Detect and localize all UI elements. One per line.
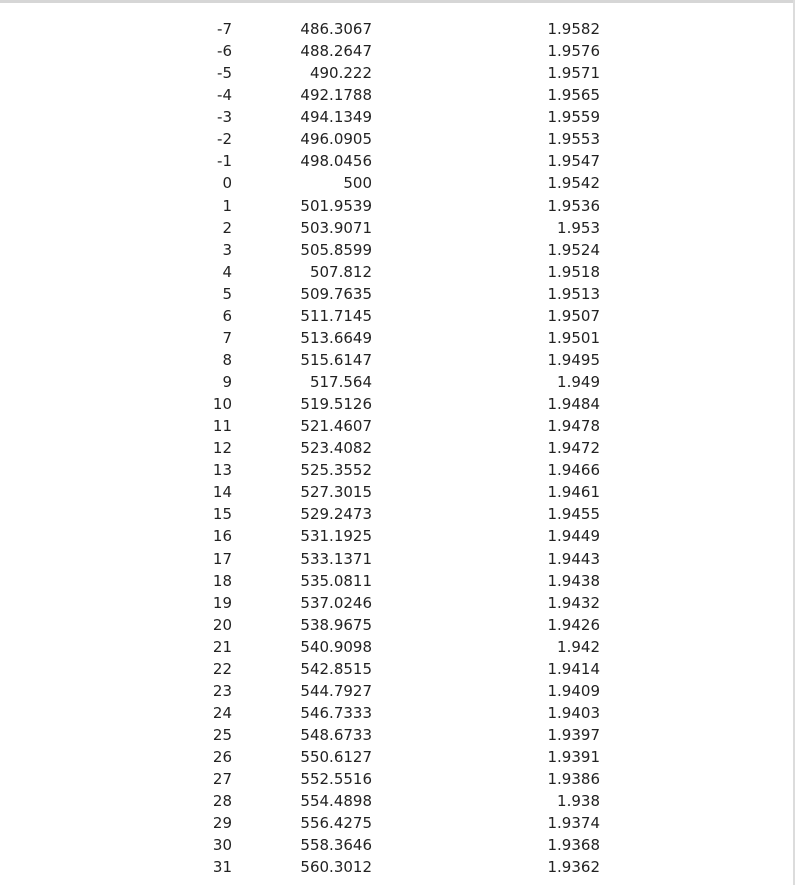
table-cell: 1.9518 bbox=[547, 262, 600, 281]
table-cell: 9 bbox=[222, 373, 232, 391]
table-cell: 509.7635 bbox=[300, 284, 372, 303]
table-cell: 10 bbox=[212, 395, 232, 414]
table-cell: 1.9513 bbox=[547, 284, 600, 303]
table-cell: 23 bbox=[212, 681, 232, 700]
table-cell: -5 bbox=[217, 64, 232, 83]
table-row bbox=[0, 636, 795, 658]
table-cell: 1.9386 bbox=[547, 770, 600, 789]
table-cell: 1.9576 bbox=[547, 42, 600, 61]
table-cell: 1.938 bbox=[557, 792, 600, 811]
table-cell: 552.5516 bbox=[300, 770, 372, 789]
table-cell: 1.9414 bbox=[547, 659, 600, 678]
table-row bbox=[0, 856, 795, 878]
table-cell: 511.7145 bbox=[300, 306, 372, 325]
table-cell: 529.2473 bbox=[300, 505, 372, 524]
table-cell: 1.9524 bbox=[547, 240, 600, 259]
table-cell: 21 bbox=[212, 637, 232, 656]
table-cell: -7 bbox=[217, 20, 232, 38]
table-cell: 3 bbox=[222, 240, 232, 259]
table-row bbox=[0, 812, 795, 834]
table-cell: 546.7333 bbox=[300, 703, 372, 722]
table-cell: 8 bbox=[222, 350, 232, 369]
table-cell: 1 bbox=[222, 196, 232, 215]
table-row bbox=[0, 790, 795, 812]
table-cell: 519.5126 bbox=[300, 395, 372, 414]
table-row bbox=[0, 84, 795, 106]
table-row bbox=[0, 283, 795, 305]
table-cell: 1.9582 bbox=[547, 20, 600, 38]
table-cell: -1 bbox=[217, 152, 232, 171]
table-cell: 26 bbox=[212, 748, 232, 767]
table-row bbox=[0, 548, 795, 570]
table-cell: 1.9455 bbox=[547, 505, 600, 524]
table-row bbox=[0, 128, 795, 150]
table-cell: 538.9675 bbox=[300, 615, 372, 634]
table-cell: 4 bbox=[222, 262, 232, 281]
table-cell: 22 bbox=[212, 659, 232, 678]
table-cell: 498.0456 bbox=[300, 152, 372, 171]
table-row bbox=[0, 724, 795, 746]
table-cell: 544.7927 bbox=[300, 681, 372, 700]
table-cell: 537.0246 bbox=[300, 593, 372, 612]
table-cell: 515.6147 bbox=[300, 350, 372, 369]
table-row bbox=[0, 393, 795, 415]
table-row bbox=[0, 658, 795, 680]
table-cell: 513.6649 bbox=[300, 328, 372, 347]
table-cell: 1.9432 bbox=[547, 593, 600, 612]
table-row bbox=[0, 415, 795, 437]
table-cell: 1.9478 bbox=[547, 417, 600, 436]
table-cell: -4 bbox=[217, 86, 232, 105]
table-cell: 1.9495 bbox=[547, 350, 600, 369]
table-cell: 31 bbox=[212, 858, 232, 877]
table-row bbox=[0, 150, 795, 172]
table-cell: 13 bbox=[212, 461, 232, 480]
table-cell: 1.9374 bbox=[547, 814, 600, 833]
table-cell: 490.222 bbox=[309, 64, 372, 83]
table-row bbox=[0, 239, 795, 261]
table-cell: 1.9542 bbox=[547, 174, 600, 193]
data-table bbox=[0, 18, 795, 878]
table-row bbox=[0, 680, 795, 702]
table-cell: 1.9553 bbox=[547, 130, 600, 149]
table-cell: 488.2647 bbox=[300, 42, 372, 61]
table-cell: 492.1788 bbox=[300, 86, 372, 105]
table-row bbox=[0, 459, 795, 481]
table-cell: 531.1925 bbox=[300, 527, 372, 546]
table-cell: 1.9409 bbox=[547, 681, 600, 700]
table-row bbox=[0, 614, 795, 636]
table-cell: 29 bbox=[212, 814, 232, 833]
table-row bbox=[0, 525, 795, 547]
table-cell: 11 bbox=[212, 417, 232, 436]
table-cell: 7 bbox=[222, 328, 232, 347]
table-cell: 517.564 bbox=[309, 373, 372, 391]
table-cell: 25 bbox=[212, 726, 232, 744]
table-row bbox=[0, 106, 795, 128]
table-cell: 1.9559 bbox=[547, 108, 600, 127]
table-cell: 5 bbox=[222, 284, 232, 303]
table-row bbox=[0, 746, 795, 768]
table-row bbox=[0, 592, 795, 614]
table-row bbox=[0, 261, 795, 283]
table-cell: 20 bbox=[212, 615, 232, 634]
table-cell: 494.1349 bbox=[300, 108, 372, 127]
table-row bbox=[0, 62, 795, 84]
table-cell: 556.4275 bbox=[300, 814, 372, 833]
table-cell: 540.9098 bbox=[300, 637, 372, 656]
table-row bbox=[0, 40, 795, 62]
table-row bbox=[0, 768, 795, 790]
table-cell: -3 bbox=[217, 108, 232, 127]
table-cell: 1.9484 bbox=[547, 395, 600, 414]
table-row bbox=[0, 305, 795, 327]
table-cell: 6 bbox=[222, 306, 232, 325]
table-cell: 1.9443 bbox=[547, 549, 600, 568]
table-cell: 24 bbox=[212, 703, 232, 722]
table-row bbox=[0, 349, 795, 371]
table-cell: 525.3552 bbox=[300, 461, 372, 480]
table-cell: 1.9397 bbox=[547, 726, 600, 744]
table-cell: -6 bbox=[217, 42, 232, 61]
table-cell: 28 bbox=[212, 792, 232, 811]
table-cell: 30 bbox=[212, 836, 232, 855]
table-cell: 1.9426 bbox=[547, 615, 600, 634]
table-cell: 527.3015 bbox=[300, 483, 372, 502]
table-row bbox=[0, 172, 795, 194]
table-cell: 1.9536 bbox=[547, 196, 600, 215]
table-cell: 27 bbox=[212, 770, 232, 789]
table-cell: 1.9449 bbox=[547, 527, 600, 546]
table-row bbox=[0, 18, 795, 40]
table-row bbox=[0, 371, 795, 393]
table-cell: 1.9472 bbox=[547, 439, 600, 458]
table-row bbox=[0, 570, 795, 592]
top-divider bbox=[0, 0, 795, 3]
table-cell: 500 bbox=[343, 174, 372, 193]
table-cell: 535.0811 bbox=[300, 571, 372, 590]
table-cell: 1.9368 bbox=[547, 836, 600, 855]
table-cell: 1.9501 bbox=[547, 328, 600, 347]
table-cell: 496.0905 bbox=[300, 130, 372, 149]
table-cell: 12 bbox=[212, 439, 232, 458]
table-cell: 533.1371 bbox=[300, 549, 372, 568]
table-cell: 0 bbox=[222, 174, 232, 193]
table-cell: 542.8515 bbox=[300, 659, 372, 678]
table-cell: 503.9071 bbox=[300, 218, 372, 237]
table-row bbox=[0, 702, 795, 724]
table-cell: 1.953 bbox=[557, 218, 600, 237]
table-cell: 2 bbox=[222, 218, 232, 237]
table-cell: 16 bbox=[212, 527, 232, 546]
table-row bbox=[0, 503, 795, 525]
table-cell: 1.9466 bbox=[547, 461, 600, 480]
table-cell: 1.949 bbox=[557, 373, 600, 391]
table-row bbox=[0, 195, 795, 217]
table-cell: 505.8599 bbox=[300, 240, 372, 259]
table-cell: 550.6127 bbox=[300, 748, 372, 767]
table-cell: 1.942 bbox=[557, 637, 600, 656]
table-cell: 521.4607 bbox=[300, 417, 372, 436]
table-row bbox=[0, 217, 795, 239]
table-cell: 507.812 bbox=[309, 262, 372, 281]
table-row bbox=[0, 327, 795, 349]
table-row bbox=[0, 481, 795, 503]
table-cell: -2 bbox=[217, 130, 232, 149]
table-cell: 486.3067 bbox=[300, 20, 372, 38]
table-cell: 18 bbox=[212, 571, 232, 590]
table-cell: 1.9362 bbox=[547, 858, 600, 877]
table-cell: 1.9403 bbox=[547, 703, 600, 722]
table-cell: 560.3012 bbox=[300, 858, 372, 877]
table-cell: 1.9507 bbox=[547, 306, 600, 325]
table-cell: 1.9565 bbox=[547, 86, 600, 105]
table-cell: 1.9391 bbox=[547, 748, 600, 767]
table-row bbox=[0, 834, 795, 856]
table-cell: 554.4898 bbox=[300, 792, 372, 811]
table-cell: 548.6733 bbox=[300, 726, 372, 744]
table-cell: 1.9571 bbox=[547, 64, 600, 83]
table-cell: 1.9461 bbox=[547, 483, 600, 502]
table-cell: 501.9539 bbox=[300, 196, 372, 215]
table-cell: 15 bbox=[212, 505, 232, 524]
table-cell: 14 bbox=[212, 483, 232, 502]
table-cell: 1.9438 bbox=[547, 571, 600, 590]
table-row bbox=[0, 437, 795, 459]
table-cell: 558.3646 bbox=[300, 836, 372, 855]
table-cell: 523.4082 bbox=[300, 439, 372, 458]
table-cell: 1.9547 bbox=[547, 152, 600, 171]
table-cell: 19 bbox=[212, 593, 232, 612]
table-cell: 17 bbox=[212, 549, 232, 568]
